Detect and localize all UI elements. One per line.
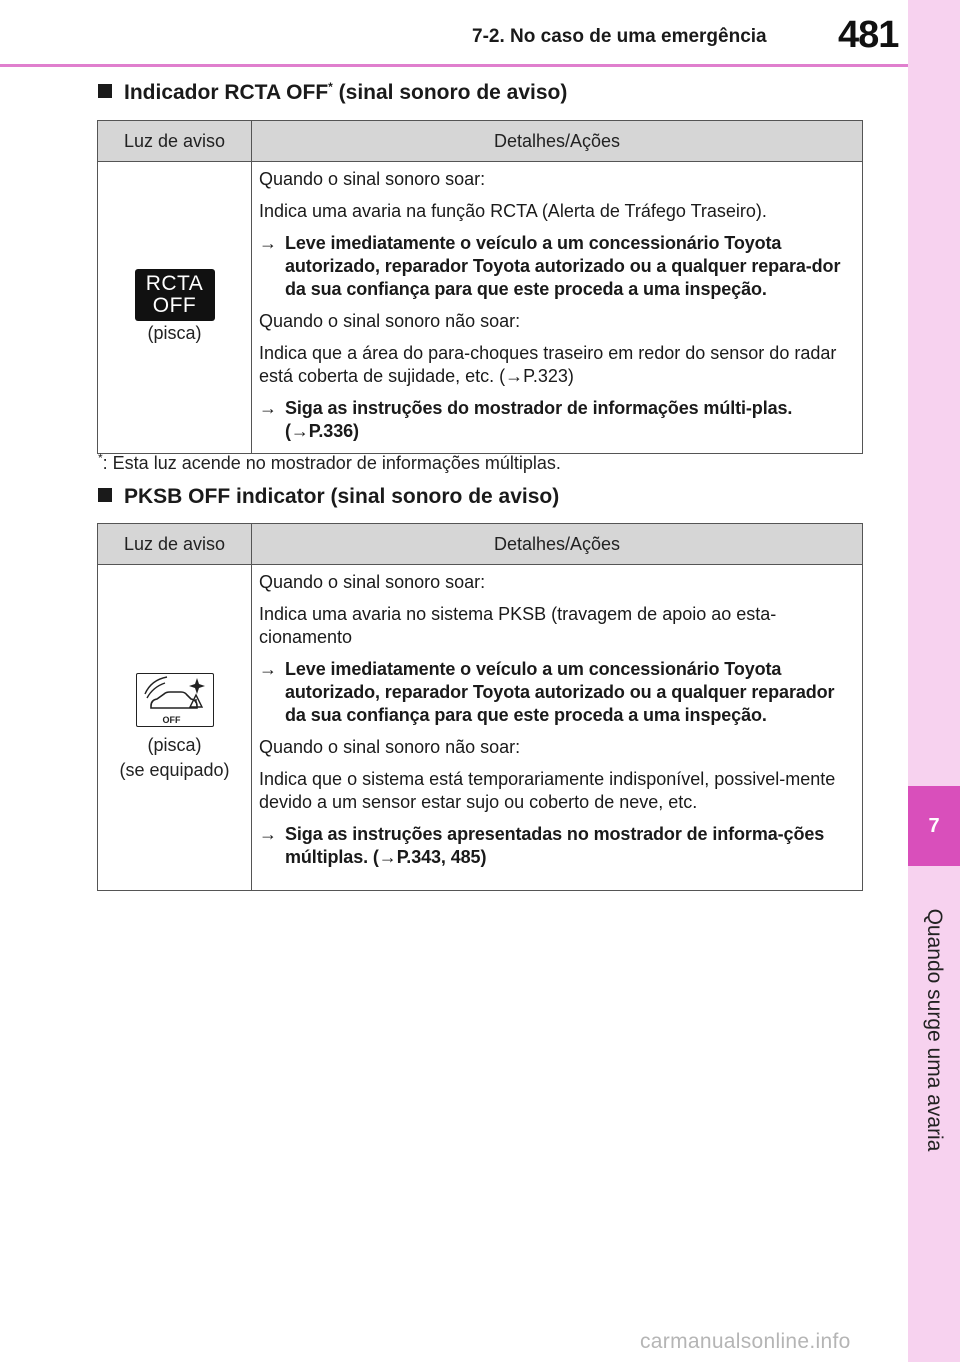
action-item: → Siga as instruções do mostrador de informações múlti-plas. (→P.336) [259,398,793,441]
chapter-number: 7 [928,814,940,837]
rcta-warning-table [97,120,863,454]
arrow-right-icon: → [259,659,277,679]
heading-square-icon [98,488,112,502]
header-rule [0,64,908,67]
footnote-marker: * [328,80,333,94]
condition-text: Quando o sinal sonoro não soar: [259,311,521,331]
section-header: 7-2. No caso de uma emergência [472,26,767,47]
action-item: → Leve imediatamente o veículo a um concessionário Toyota autorizado, reparador Toyota autorizado ou a qualquer repara-dor da sua confiança para que este proceda a uma inspeção. [259,233,841,299]
chapter-label: Quando surge uma avaria [923,908,946,1152]
warning-light-cell [98,162,252,454]
warning-light-cell [98,565,252,891]
column-header-light: Luz de aviso [98,121,252,162]
section-heading-rcta [98,80,567,105]
table-header-row [98,524,863,565]
table-row [98,565,863,891]
column-header-light: Luz de aviso [98,524,252,565]
action-item: → Siga as instruções apresentadas no mostrador de informa-ções múltiplas. (→P.343, 485) [259,824,825,867]
light-caption: (pisca) [147,323,202,343]
heading-square-icon [98,84,112,98]
action-item: → Leve imediatamente o veículo a um concessionário Toyota autorizado, reparador Toyota autorizado ou a qualquer reparador da sua confiança para que este proceda a uma inspeção. [259,659,835,725]
table-header-row [98,121,863,162]
chapter-number-tab[interactable] [908,786,960,866]
heading-title: Indicador RCTA OFF [124,81,329,104]
table-row [98,162,863,454]
heading-title: PKSB OFF indicator (sinal sonoro de aviso) [124,485,560,508]
light-caption-equipped: (se equipado) [119,759,230,780]
pksb-off-indicator-icon: OFF [136,673,214,727]
description-text: Indica uma avaria na função RCTA (Alerta de Tráfego Traseiro). [259,201,767,221]
rcta-off-indicator-icon: RCTA OFF [135,269,215,321]
condition-text: Quando o sinal sonoro soar: [259,169,486,189]
arrow-right-icon: → [259,824,277,844]
details-cell [252,162,863,454]
section-heading-pksb [98,485,559,509]
column-header-details: Detalhes/Ações [252,121,863,162]
column-header-details: Detalhes/Ações [252,524,863,565]
condition-text: Quando o sinal sonoro soar: [259,572,486,592]
page-number: 481 [838,14,899,56]
description-text: Indica que a área do para-choques traseiro em redor do sensor do radar está coberta de sujidade, etc. (→P.323) [259,343,837,386]
description-text: Indica que o sistema está temporariamente indisponível, possivel-mente devido a um sensor estar sujo ou coberto de neve, etc. [259,769,836,812]
pksb-warning-table [97,523,863,891]
description-text: Indica uma avaria no sistema PKSB (travagem de apoio ao esta-cionamento [259,604,777,647]
condition-text: Quando o sinal sonoro não soar: [259,737,521,757]
arrow-right-icon: → [259,398,277,418]
footnote: *: Esta luz acende no mostrador de informações múltiplas. [98,451,561,473]
side-tab-strip [908,0,960,1362]
heading-suffix: (sinal sonoro de aviso) [332,81,568,104]
light-caption: (pisca) [147,734,202,755]
watermark: carmanualsonline.info [640,1330,851,1353]
arrow-right-icon: → [259,233,277,253]
details-cell [252,565,863,891]
